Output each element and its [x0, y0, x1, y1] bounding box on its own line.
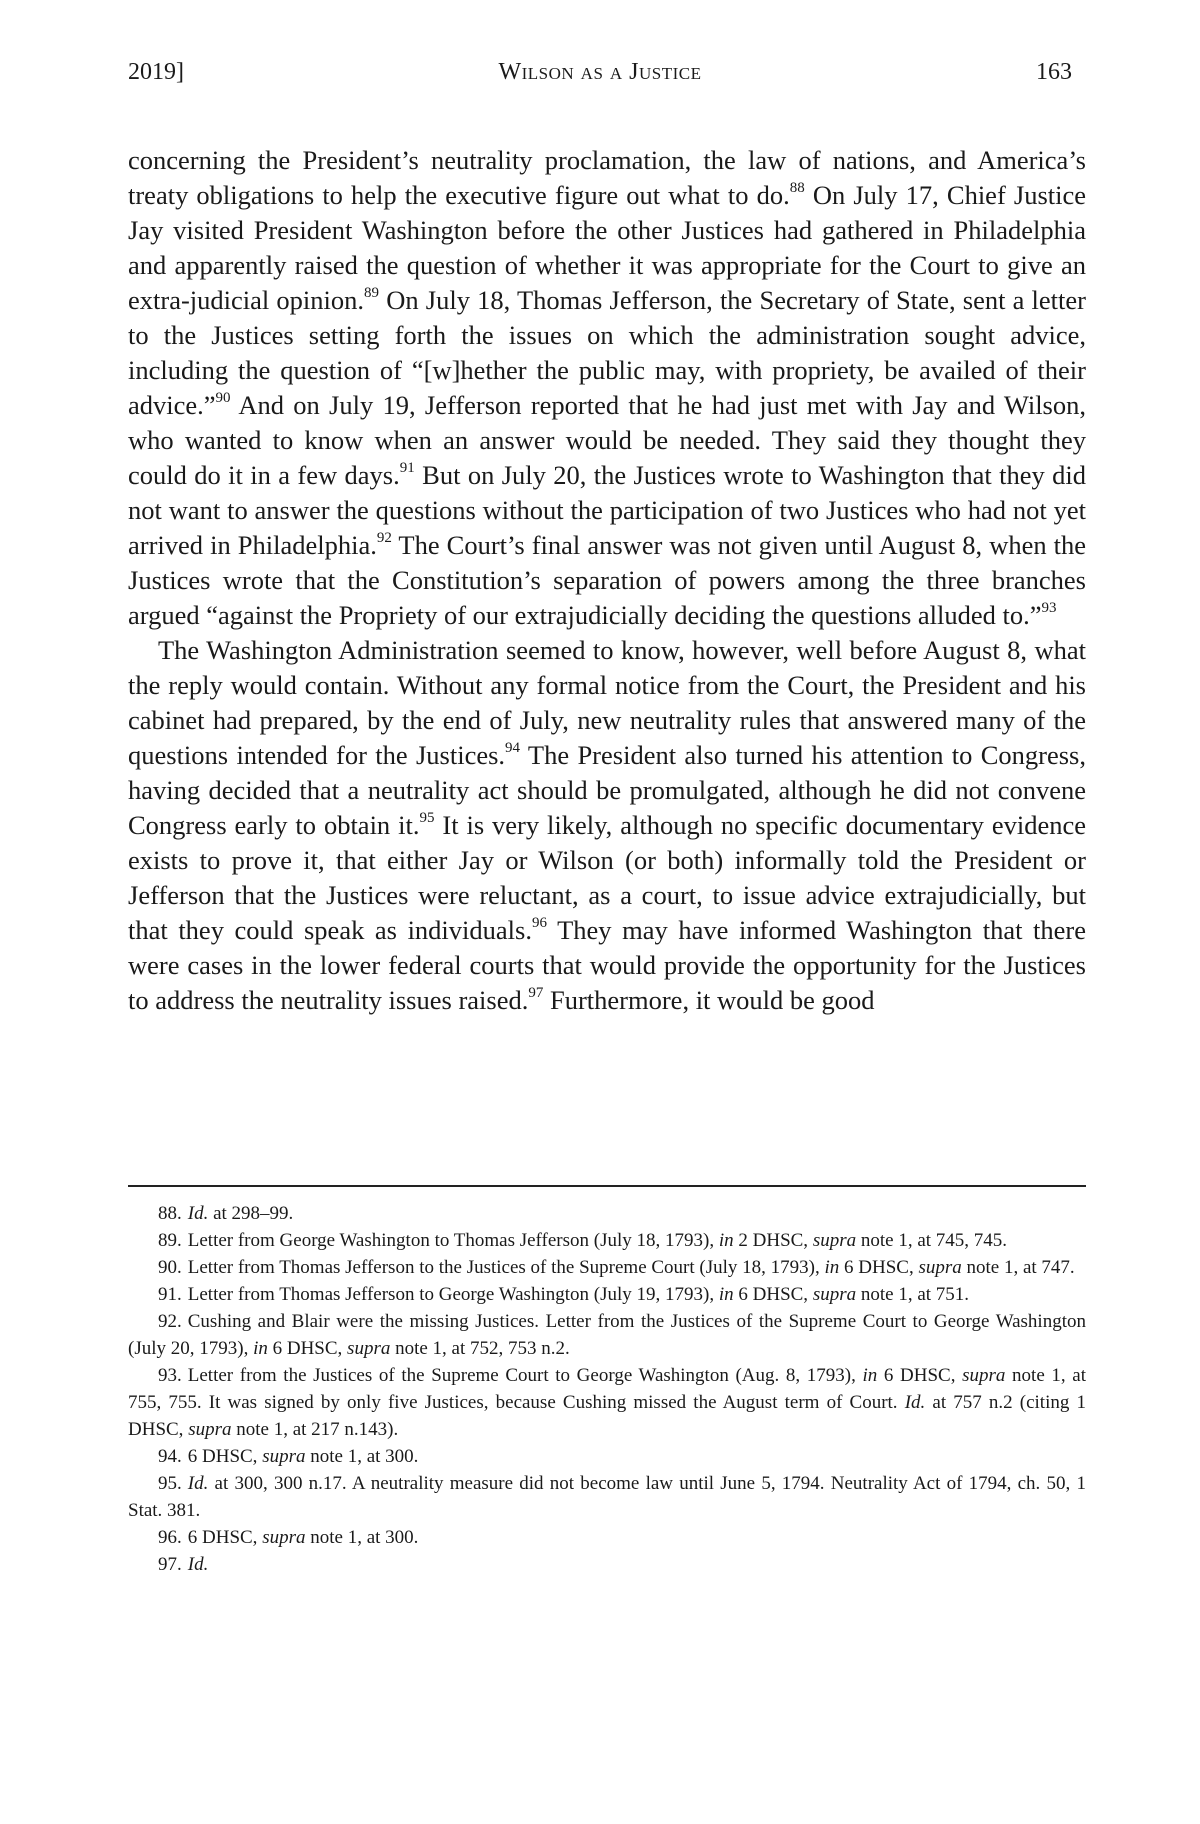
- header-title: Wilson as a Justice: [498, 59, 702, 85]
- citation-signal: supra: [262, 1446, 306, 1467]
- paragraph-2: [128, 633, 1086, 1018]
- footnote-number: 89.: [158, 1230, 182, 1251]
- citation-signal: in: [718, 1230, 734, 1251]
- footnote-90: [128, 1254, 1086, 1281]
- text-run: The Court’s final answer was not given until August 8, when the Justices wrote that the Constitution’s separation of powers among the three branches argued “against the Propriety of our extrajudicially deciding the questions alluded to.”: [128, 530, 1087, 630]
- text-run: But on July 20, the Justices wrote to Washington that they did not want to answer the questions without the participation of two Justices who had not yet arrived in Philadelphia.: [128, 460, 1086, 560]
- footnotes: [128, 1200, 1086, 1578]
- citation-signal: Id.: [187, 1203, 209, 1224]
- footnote-text: 2 DHSC,: [733, 1230, 813, 1251]
- footnote-text: Letter from the Justices of the Supreme Court to George Washington (Aug. 8, 1793),: [187, 1365, 863, 1386]
- footnote-text: Letter from George Washington to Thomas Jefferson (July 18, 1793),: [187, 1230, 719, 1251]
- citation-signal: supra: [188, 1419, 232, 1440]
- footnote-ref-96[interactable]: 96: [531, 915, 547, 932]
- footnote-96: [128, 1524, 1086, 1551]
- text-run: On July 18, Thomas Jefferson, the Secretary of State, sent a letter to the Justices setting forth the issues on which the administration sought advice, including the question of “[w]hether the public may, with propriety, be availed of their advice.”: [128, 285, 1086, 420]
- footnote-text: at 757 n.2 (citing 1 DHSC,: [128, 1392, 1086, 1440]
- footnote-ref-91[interactable]: 91: [399, 460, 415, 477]
- footnote-text: note 1, at 217 n.143).: [231, 1419, 399, 1440]
- footnote-number: 95.: [158, 1473, 182, 1494]
- footnote-text: note 1, at 751.: [856, 1284, 970, 1305]
- footnote-ref-95[interactable]: 95: [419, 810, 435, 827]
- paragraph-1: [128, 143, 1086, 633]
- header-year: 2019]: [128, 59, 184, 85]
- footnote-91: [128, 1281, 1086, 1308]
- footnote-text: Cushing and Blair were the missing Justices. Letter from the Justices of the Supreme Court to George Washington (July 20, 1793),: [128, 1311, 1086, 1359]
- text-run: concerning the President’s neutrality proclamation, the law of nations, and America’s treaty obligations to help the executive figure out what to do.: [128, 145, 1086, 210]
- footnote-text: note 1, at 300.: [305, 1446, 419, 1467]
- citation-signal: in: [718, 1284, 734, 1305]
- footnote-92: [128, 1308, 1086, 1362]
- footnote-ref-97[interactable]: 97: [528, 985, 544, 1002]
- footnote-number: 88.: [158, 1203, 182, 1224]
- footnote-number: 91.: [158, 1284, 182, 1305]
- citation-signal: in: [862, 1365, 878, 1386]
- citation-signal: Id.: [187, 1473, 209, 1494]
- footnote-text: 6 DHSC,: [187, 1527, 263, 1548]
- text-run: Furthermore, it would be good: [543, 985, 875, 1015]
- citation-signal: supra: [262, 1527, 306, 1548]
- footnote-number: 96.: [158, 1527, 182, 1548]
- footnote-number: 97.: [158, 1554, 182, 1575]
- footnote-text: Letter from Thomas Jefferson to the Justices of the Supreme Court (July 18, 1793),: [187, 1257, 825, 1278]
- footnote-93: [128, 1362, 1086, 1443]
- text-run: And on July 19, Jefferson reported that he had just met with Jay and Wilson, who wanted to know when an answer would be needed. They said they thought they could do it in a few days.: [128, 390, 1086, 490]
- citation-signal: supra: [347, 1338, 391, 1359]
- citation-signal: in: [824, 1257, 840, 1278]
- footnote-ref-94[interactable]: 94: [505, 740, 521, 757]
- text-run: The President also turned his attention to Congress, having decided that a neutrality act should be promulgated, although he did not convene Congress early to obtain it.: [128, 740, 1086, 840]
- footnote-text: 6 DHSC,: [877, 1365, 963, 1386]
- footnote-text: 6 DHSC,: [733, 1284, 813, 1305]
- footnote-number: 94.: [158, 1446, 182, 1467]
- footnote-88: [128, 1200, 1086, 1227]
- footnote-text: 6 DHSC,: [187, 1446, 263, 1467]
- footnote-text: note 1, at 300.: [305, 1527, 419, 1548]
- footnote-number: 93.: [158, 1365, 182, 1386]
- text-run: It is very likely, although no specific documentary evidence exists to prove it, that either Jay or Wilson (or both) informally told the President or Jefferson that the Justices were reluctant, as a court, to issue advice extrajudicially, but that they could speak as individuals.: [128, 810, 1086, 945]
- footnote-ref-90[interactable]: 90: [215, 390, 231, 407]
- footnote-ref-92[interactable]: 92: [376, 530, 392, 547]
- footnote-text: note 1, at 745, 745.: [856, 1230, 1008, 1251]
- footnote-89: [128, 1227, 1086, 1254]
- footnote-text: at 300, 300 n.17. A neutrality measure did not become law until June 5, 1794. Neutrality Act of 1794, ch. 50, 1 Stat. 381.: [128, 1473, 1086, 1521]
- text-run: The Washington Administration seemed to know, however, well before August 8, what the reply would contain. Without any formal notice from the Court, the President and his cabinet had prepared, by the end of July, new neutrality rules that answered many of the questions intended for the Justices.: [128, 635, 1086, 770]
- footnote-divider: [128, 1185, 1086, 1187]
- footnote-number: 90.: [158, 1257, 182, 1278]
- footnote-number: 92.: [158, 1311, 182, 1332]
- footnote-text: note 1, at 747.: [961, 1257, 1075, 1278]
- footnote-94: [128, 1443, 1086, 1470]
- footnote-95: [128, 1470, 1086, 1524]
- citation-signal: supra: [962, 1365, 1006, 1386]
- citation-signal: Id.: [904, 1392, 926, 1413]
- citation-signal: Id.: [187, 1554, 209, 1575]
- footnote-ref-93[interactable]: 93: [1041, 600, 1057, 617]
- footnote-text: note 1, at 755, 755. It was signed by only five Justices, because Cushing missed the August term of Court.: [128, 1365, 1086, 1413]
- text-run: On July 17, Chief Justice Jay visited President Washington before the other Justices had gathered in Philadelphia and apparently raised the question of whether it was appropriate for the Court to give an extra-judicial opinion.: [128, 180, 1086, 315]
- footnote-text: Letter from Thomas Jefferson to George Washington (July 19, 1793),: [187, 1284, 719, 1305]
- main-text: [128, 143, 1086, 1018]
- footnote-text: at 298–99.: [208, 1203, 294, 1224]
- footnote-text: 6 DHSC,: [267, 1338, 348, 1359]
- footnote-text: 6 DHSC,: [839, 1257, 919, 1278]
- citation-signal: supra: [812, 1284, 857, 1305]
- page-number: 163: [1036, 59, 1072, 85]
- citation-signal: supra: [812, 1230, 857, 1251]
- footnote-ref-88[interactable]: 88: [789, 180, 805, 197]
- citation-signal: supra: [918, 1257, 962, 1278]
- footnote-97: [128, 1551, 1086, 1578]
- footnote-ref-89[interactable]: 89: [364, 285, 380, 302]
- footnote-text: note 1, at 752, 753 n.2.: [390, 1338, 570, 1359]
- running-header: [128, 52, 1072, 92]
- citation-signal: in: [253, 1338, 268, 1359]
- text-run: They may have informed Washington that there were cases in the lower federal courts that would provide the opportunity for the Justices to address the neutrality issues raised.: [128, 915, 1086, 1015]
